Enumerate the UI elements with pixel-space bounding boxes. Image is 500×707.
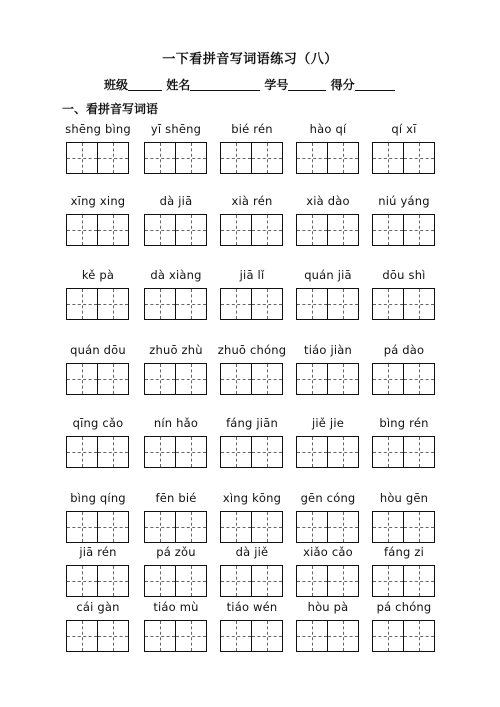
cell-guide-horizontal — [221, 230, 251, 231]
pinyin-label: jiā rén — [79, 545, 117, 559]
pinyin-label: quán dōu — [70, 343, 126, 357]
tianzige-cell[interactable] — [220, 288, 252, 320]
exercise-row — [0, 343, 500, 413]
tianzige-cell[interactable] — [97, 142, 129, 174]
number-label: 学号 — [264, 78, 289, 92]
cell-guide-horizontal — [404, 230, 434, 231]
exercise-row — [0, 416, 500, 486]
cell-guide-horizontal — [67, 452, 97, 453]
tianzige-cell[interactable] — [220, 214, 252, 246]
tianzige-cell[interactable] — [220, 620, 252, 652]
tianzige-cell[interactable] — [327, 288, 359, 320]
tianzige-cell[interactable] — [144, 288, 176, 320]
cell-guide-horizontal — [252, 379, 282, 380]
cell-guide-horizontal — [373, 379, 403, 380]
number-blank[interactable] — [288, 78, 326, 91]
tianzige-cell[interactable] — [296, 142, 328, 174]
page-title: 一下看拼音写词语练习（八） — [162, 52, 338, 67]
cell-guide-horizontal — [252, 527, 282, 528]
tianzige-cell[interactable] — [97, 288, 129, 320]
tianzige-cell[interactable] — [403, 288, 435, 320]
pinyin-label: pá dào — [383, 343, 425, 357]
tianzige-cell[interactable] — [97, 565, 129, 597]
cell-guide-horizontal — [328, 452, 358, 453]
tianzige-cell[interactable] — [372, 363, 404, 395]
tianzige-cell[interactable] — [403, 436, 435, 468]
cell-guide-horizontal — [328, 527, 358, 528]
cell-guide-horizontal — [98, 527, 128, 528]
cell-guide-horizontal — [404, 581, 434, 582]
cell-guide-horizontal — [297, 230, 327, 231]
pinyin-label: tiáo wén — [226, 600, 278, 614]
cell-guide-horizontal — [221, 581, 251, 582]
tianzige-cell[interactable] — [97, 214, 129, 246]
tianzige-cell[interactable] — [175, 436, 207, 468]
pinyin-label: dōu shì — [382, 268, 426, 282]
cell-guide-horizontal — [404, 452, 434, 453]
pinyin-label: nín hǎo — [153, 416, 199, 430]
tianzige-cell[interactable] — [296, 288, 328, 320]
pinyin-label: jiě jie — [312, 416, 344, 430]
cell-guide-horizontal — [297, 304, 327, 305]
cell-guide-horizontal — [252, 158, 282, 159]
tianzige-cell[interactable] — [251, 288, 283, 320]
cell-guide-horizontal — [328, 581, 358, 582]
tianzige-cell[interactable] — [144, 214, 176, 246]
cell-guide-horizontal — [67, 581, 97, 582]
tianzige-cell[interactable] — [372, 142, 404, 174]
tianzige-cell[interactable] — [372, 565, 404, 597]
tianzige-cell[interactable] — [97, 511, 129, 543]
tianzige-cell[interactable] — [403, 620, 435, 652]
cell-guide-horizontal — [373, 158, 403, 159]
pinyin-label: xià dào — [306, 194, 350, 208]
cell-guide-horizontal — [145, 452, 175, 453]
cell-guide-horizontal — [404, 636, 434, 637]
tianzige-cell[interactable] — [220, 511, 252, 543]
tianzige-cell[interactable] — [327, 363, 359, 395]
tianzige-cell[interactable] — [66, 142, 98, 174]
cell-guide-horizontal — [297, 158, 327, 159]
cell-guide-horizontal — [328, 379, 358, 380]
tianzige-cell[interactable] — [403, 142, 435, 174]
cell-guide-horizontal — [98, 158, 128, 159]
class-label: 班级 — [104, 78, 129, 92]
pinyin-label: xìng kōng — [222, 491, 282, 505]
tianzige-cell[interactable] — [175, 288, 207, 320]
cell-guide-horizontal — [328, 158, 358, 159]
exercise-row — [0, 194, 500, 264]
name-blank[interactable] — [190, 78, 260, 91]
exercise-row — [0, 600, 500, 670]
pinyin-label: tiáo jiàn — [304, 343, 352, 357]
section-title: 一、看拼音写词语 — [62, 102, 159, 116]
tianzige-cell[interactable] — [403, 363, 435, 395]
cell-guide-horizontal — [98, 452, 128, 453]
tianzige-cell[interactable] — [327, 511, 359, 543]
exercise-row — [0, 122, 500, 192]
tianzige-cell[interactable] — [175, 142, 207, 174]
tianzige-cell[interactable] — [144, 620, 176, 652]
tianzige-cell[interactable] — [327, 436, 359, 468]
cell-guide-horizontal — [145, 304, 175, 305]
pinyin-label: hòu gēn — [379, 491, 429, 505]
tianzige-cell[interactable] — [144, 436, 176, 468]
cell-guide-horizontal — [297, 452, 327, 453]
cell-guide-horizontal — [221, 158, 251, 159]
cell-guide-horizontal — [145, 379, 175, 380]
name-label: 姓名 — [166, 78, 191, 92]
pinyin-label: tiáo mù — [153, 600, 199, 614]
pinyin-label: xiǎo cǎo — [303, 545, 353, 559]
pinyin-label: gēn cóng — [300, 491, 356, 505]
tianzige-cell[interactable] — [175, 620, 207, 652]
tianzige-cell[interactable] — [66, 511, 98, 543]
tianzige-cell[interactable] — [97, 620, 129, 652]
cell-guide-horizontal — [297, 379, 327, 380]
tianzige-cell[interactable] — [251, 363, 283, 395]
cell-guide-horizontal — [328, 230, 358, 231]
tianzige-cell[interactable] — [327, 620, 359, 652]
tianzige-cell[interactable] — [220, 436, 252, 468]
cell-guide-horizontal — [176, 379, 206, 380]
tianzige-cell[interactable] — [66, 363, 98, 395]
cell-guide-horizontal — [297, 527, 327, 528]
tianzige-cell[interactable] — [97, 363, 129, 395]
cell-guide-horizontal — [373, 230, 403, 231]
score-blank[interactable] — [355, 78, 395, 91]
tianzige-cell[interactable] — [66, 565, 98, 597]
cell-guide-horizontal — [221, 527, 251, 528]
tianzige-cell[interactable] — [175, 565, 207, 597]
pinyin-label: zhuō chóng — [217, 343, 287, 357]
cell-guide-horizontal — [221, 304, 251, 305]
cell-guide-horizontal — [373, 304, 403, 305]
pinyin-label: cái gàn — [76, 600, 120, 614]
cell-guide-horizontal — [98, 636, 128, 637]
pinyin-label: niú yáng — [378, 194, 430, 208]
pinyin-label: hòu pà — [307, 600, 349, 614]
tianzige-cell[interactable] — [296, 214, 328, 246]
student-info-line — [104, 76, 395, 93]
cell-guide-horizontal — [176, 636, 206, 637]
tianzige-cell[interactable] — [372, 511, 404, 543]
cell-guide-horizontal — [297, 636, 327, 637]
tianzige-cell[interactable] — [220, 363, 252, 395]
cell-guide-horizontal — [252, 581, 282, 582]
tianzige-cell[interactable] — [251, 436, 283, 468]
cell-guide-horizontal — [98, 304, 128, 305]
cell-guide-horizontal — [145, 581, 175, 582]
tianzige-cell[interactable] — [251, 511, 283, 543]
tianzige-cell[interactable] — [327, 565, 359, 597]
tianzige-cell[interactable] — [296, 436, 328, 468]
pinyin-label: dà xiàng — [150, 268, 202, 282]
cell-guide-horizontal — [67, 230, 97, 231]
cell-guide-horizontal — [67, 379, 97, 380]
tianzige-cell[interactable] — [403, 214, 435, 246]
cell-guide-horizontal — [328, 304, 358, 305]
cell-guide-horizontal — [252, 636, 282, 637]
pinyin-label: bìng rén — [379, 416, 429, 430]
pinyin-label: bié rén — [231, 122, 273, 136]
tianzige-cell[interactable] — [144, 363, 176, 395]
cell-guide-horizontal — [176, 304, 206, 305]
pinyin-label: pá chóng — [376, 600, 432, 614]
tianzige-cell[interactable] — [251, 214, 283, 246]
pinyin-label: yī shēng — [150, 122, 202, 136]
cell-guide-horizontal — [67, 636, 97, 637]
tianzige-cell[interactable] — [220, 565, 252, 597]
cell-guide-horizontal — [176, 527, 206, 528]
tianzige-cell[interactable] — [251, 142, 283, 174]
cell-guide-horizontal — [176, 581, 206, 582]
cell-guide-horizontal — [252, 230, 282, 231]
cell-guide-horizontal — [98, 379, 128, 380]
tianzige-cell[interactable] — [66, 436, 98, 468]
cell-guide-horizontal — [404, 379, 434, 380]
pinyin-label: zhuō zhù — [149, 343, 203, 357]
cell-guide-horizontal — [145, 527, 175, 528]
tianzige-cell[interactable] — [144, 511, 176, 543]
cell-guide-horizontal — [98, 230, 128, 231]
tianzige-cell[interactable] — [66, 620, 98, 652]
cell-guide-horizontal — [252, 452, 282, 453]
cell-guide-horizontal — [297, 581, 327, 582]
pinyin-label: dà jiā — [159, 194, 193, 208]
pinyin-label: quán jiā — [304, 268, 352, 282]
tianzige-cell[interactable] — [403, 511, 435, 543]
cell-guide-horizontal — [67, 527, 97, 528]
pinyin-label: xià rén — [231, 194, 273, 208]
tianzige-cell[interactable] — [372, 620, 404, 652]
cell-guide-horizontal — [98, 581, 128, 582]
class-blank[interactable] — [128, 78, 162, 91]
tianzige-cell[interactable] — [327, 214, 359, 246]
tianzige-cell[interactable] — [175, 511, 207, 543]
score-label: 得分 — [330, 78, 355, 92]
tianzige-cell[interactable] — [175, 214, 207, 246]
exercise-row — [0, 268, 500, 338]
cell-guide-horizontal — [145, 636, 175, 637]
tianzige-cell[interactable] — [372, 288, 404, 320]
cell-guide-horizontal — [373, 636, 403, 637]
tianzige-cell[interactable] — [372, 436, 404, 468]
pinyin-label: xīng xing — [70, 194, 126, 208]
tianzige-cell[interactable] — [220, 142, 252, 174]
cell-guide-horizontal — [404, 527, 434, 528]
pinyin-label: dà jiě — [235, 545, 269, 559]
cell-guide-horizontal — [176, 452, 206, 453]
cell-guide-horizontal — [221, 379, 251, 380]
tianzige-cell[interactable] — [296, 511, 328, 543]
tianzige-cell[interactable] — [403, 565, 435, 597]
cell-guide-horizontal — [145, 230, 175, 231]
cell-guide-horizontal — [176, 158, 206, 159]
cell-guide-horizontal — [252, 304, 282, 305]
pinyin-label: jiā lǐ — [239, 268, 265, 282]
cell-guide-horizontal — [145, 158, 175, 159]
tianzige-cell[interactable] — [296, 565, 328, 597]
pinyin-label: bìng qíng — [70, 491, 126, 505]
tianzige-cell[interactable] — [144, 142, 176, 174]
cell-guide-horizontal — [373, 527, 403, 528]
pinyin-label: fáng jiān — [226, 416, 278, 430]
pinyin-label: fēn bié — [155, 491, 197, 505]
pinyin-label: qīng cǎo — [72, 416, 124, 430]
tianzige-cell[interactable] — [66, 214, 98, 246]
pinyin-label: qí xī — [391, 122, 417, 136]
tianzige-cell[interactable] — [66, 288, 98, 320]
cell-guide-horizontal — [67, 158, 97, 159]
pinyin-label: shēng bìng — [65, 122, 131, 136]
cell-guide-horizontal — [67, 304, 97, 305]
pinyin-label: fáng zi — [384, 545, 424, 559]
tianzige-cell[interactable] — [296, 363, 328, 395]
tianzige-cell[interactable] — [144, 565, 176, 597]
cell-guide-horizontal — [176, 230, 206, 231]
tianzige-cell[interactable] — [327, 142, 359, 174]
cell-guide-horizontal — [404, 304, 434, 305]
tianzige-cell[interactable] — [97, 436, 129, 468]
cell-guide-horizontal — [373, 452, 403, 453]
cell-guide-horizontal — [221, 452, 251, 453]
tianzige-cell[interactable] — [251, 620, 283, 652]
tianzige-cell[interactable] — [175, 363, 207, 395]
tianzige-cell[interactable] — [251, 565, 283, 597]
pinyin-label: pá zǒu — [156, 545, 196, 559]
tianzige-cell[interactable] — [372, 214, 404, 246]
cell-guide-horizontal — [221, 636, 251, 637]
pinyin-label: hào qí — [309, 122, 347, 136]
cell-guide-horizontal — [404, 158, 434, 159]
pinyin-label: kě pà — [81, 268, 115, 282]
tianzige-cell[interactable] — [296, 620, 328, 652]
cell-guide-horizontal — [373, 581, 403, 582]
cell-guide-horizontal — [328, 636, 358, 637]
